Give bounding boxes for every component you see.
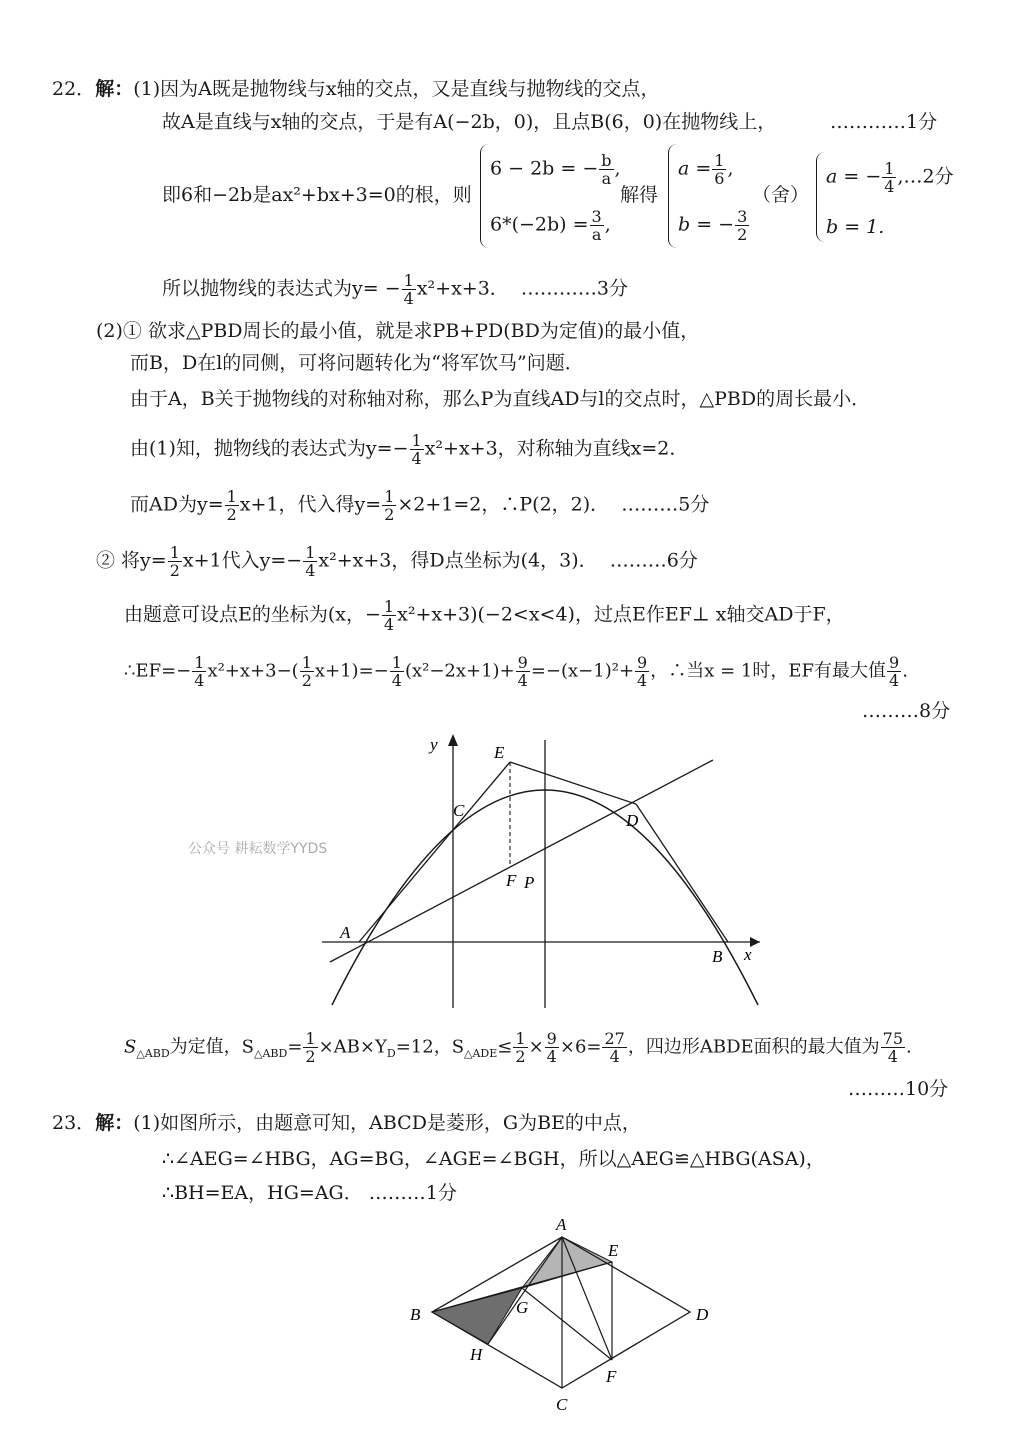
q22-number: 22． bbox=[52, 78, 96, 100]
q22-p2-line-5: 而AD为y= $\frac{1}{2}$ x+1，代入得y= $\frac{1}{2}$ ×2+1=2，∴P(2，2)． ………5分 bbox=[130, 487, 710, 524]
sys2-eq1: a = $\frac{1}{6}$ , bbox=[678, 151, 734, 188]
q22-jie: 解： bbox=[95, 78, 134, 100]
q23-number: 23． bbox=[52, 1112, 96, 1134]
q22-score-10: ………10分 bbox=[848, 1078, 949, 1100]
q22-p2-line-6: ② 将y= $\frac{1}{2}$ x+1代入y=− $\frac{1}{4}$ x²+x+3，得D点坐标为(4，3)． ………6分 bbox=[96, 543, 698, 580]
q23-line-3: ∴BH=EA，HG=AG． ………1分 bbox=[162, 1182, 457, 1204]
q22-line-4: 所以抛物线的表达式为y= − $\frac{1}{4}$ x²+x+3． …………3分 bbox=[162, 271, 628, 308]
sys3-eq1: a = − $\frac{1}{4}$ ,…2分 bbox=[826, 159, 954, 196]
label-b2: B bbox=[410, 1305, 421, 1324]
label-d2: D bbox=[696, 1305, 709, 1324]
she-label: （舍） bbox=[752, 184, 810, 206]
sys3-eq2: b = 1. bbox=[826, 216, 885, 238]
q22-p2-line-8: ∴EF=− $\frac{1}{4}$ x²+x+3−( $\frac{1}{2}$ x+1)=− $\frac{1}{4}$ (x²−2x+1)+ $\frac{9}{4}$ =−(x−1)²+ $\frac{9}{4}$ ，∴当x = 1时，EF有最大值 $\frac{9}{4}$ . bbox=[124, 653, 908, 690]
label-x: x bbox=[744, 945, 752, 964]
q22-p2-line-2: 而B，D在l的同侧，可将问题转化为“将军饮马”问题． bbox=[130, 352, 584, 374]
sys1-eq1: 6 − 2b = − $\frac{b}{a}$ , bbox=[490, 151, 621, 188]
brace-2 bbox=[668, 144, 677, 248]
q22-area-line: $S_{\triangle ABD}$为定值，$S_{\triangle ABD}=$ $\frac{1}{2}$ $\times AB\times Y_D=12$，$S_{\triangle ADE}\le$ $\frac{1}{2}$ × $\frac{9}{4}$ ×6= $\frac{27}{4}$ ，四边形ABDE面积的最大值为 $\frac{75}{4}$ . bbox=[124, 1029, 912, 1066]
q22-p2-line-4: 由(1)知，抛物线的表达式为y=− $\frac{1}{4}$ x²+x+3，对称轴为直线x=2． bbox=[130, 431, 689, 468]
label-a: A bbox=[340, 923, 351, 942]
q22-line-2: 故A是直线与x轴的交点，于是有A(−2b，0)，且点B(6，0)在抛物线上， bbox=[162, 111, 777, 133]
segment-ed bbox=[510, 762, 636, 804]
label-y: y bbox=[430, 735, 438, 754]
watermark: 公众号 耕耘数学YYDS bbox=[188, 841, 328, 857]
label-f: F bbox=[506, 871, 517, 890]
sys2-eq2: b = − $\frac{3}{2}$ bbox=[678, 207, 748, 244]
brace-1 bbox=[480, 144, 489, 248]
label-c2: C bbox=[556, 1395, 568, 1414]
line-ad bbox=[330, 760, 713, 962]
label-b: B bbox=[712, 947, 723, 966]
segment-ae bbox=[359, 762, 510, 942]
q22-p2-line-3: 由于A，B关于抛物线的对称轴对称，那么P为直线AD与l的交点时，△PBD的周长最小． bbox=[130, 388, 871, 410]
rhombus-figure bbox=[400, 1210, 720, 1430]
q23-line-2: ∴∠AEG=∠HBG，AG=BG，∠AGE=∠BGH，所以△AEG≌△HBG(ASA)， bbox=[162, 1148, 825, 1170]
sys1-eq2: 6*(−2b) = $\frac{3}{a}$ , bbox=[490, 207, 611, 244]
q22-p2-line-7: 由题意可设点E的坐标为(x，− $\frac{1}{4}$ x²+x+3)(−2<x<4)，过点E作EF⊥ x轴交AD于F， bbox=[124, 597, 845, 634]
y-axis-arrow bbox=[448, 734, 458, 746]
q22-p2-line-1: (2)① 欲求△PBD周长的最小值，就是求PB+PD(BD为定值)的最小值， bbox=[96, 320, 700, 342]
label-g2: G bbox=[516, 1298, 529, 1317]
label-a2: A bbox=[556, 1215, 567, 1234]
q22-score-8: ………8分 bbox=[862, 700, 951, 722]
triangle-aeg bbox=[522, 1237, 612, 1288]
q22-score-1: …………1分 bbox=[830, 111, 938, 133]
label-f2: F bbox=[606, 1367, 617, 1386]
label-e2: E bbox=[608, 1241, 619, 1260]
solve-label: 解得 bbox=[620, 184, 659, 206]
parabola-figure bbox=[310, 730, 780, 1020]
label-p: P bbox=[524, 873, 535, 892]
label-h2: H bbox=[470, 1345, 483, 1364]
label-c: C bbox=[453, 801, 465, 820]
triangle-hbg bbox=[432, 1288, 522, 1344]
brace-3 bbox=[816, 152, 825, 242]
segment-db bbox=[636, 804, 728, 942]
label-e: E bbox=[494, 743, 505, 762]
label-d: D bbox=[626, 811, 639, 830]
q23-line-1: 23．解：(1)如图所示，由题意可知，ABCD是菱形，G为BE的中点， bbox=[52, 1112, 641, 1134]
q22-line-3: 即6和−2b是ax²+bx+3=0的根，则 bbox=[162, 184, 472, 206]
q22-line-1: 22．解：(1)因为A既是抛物线与x轴的交点，又是直线与抛物线的交点， bbox=[52, 78, 660, 100]
